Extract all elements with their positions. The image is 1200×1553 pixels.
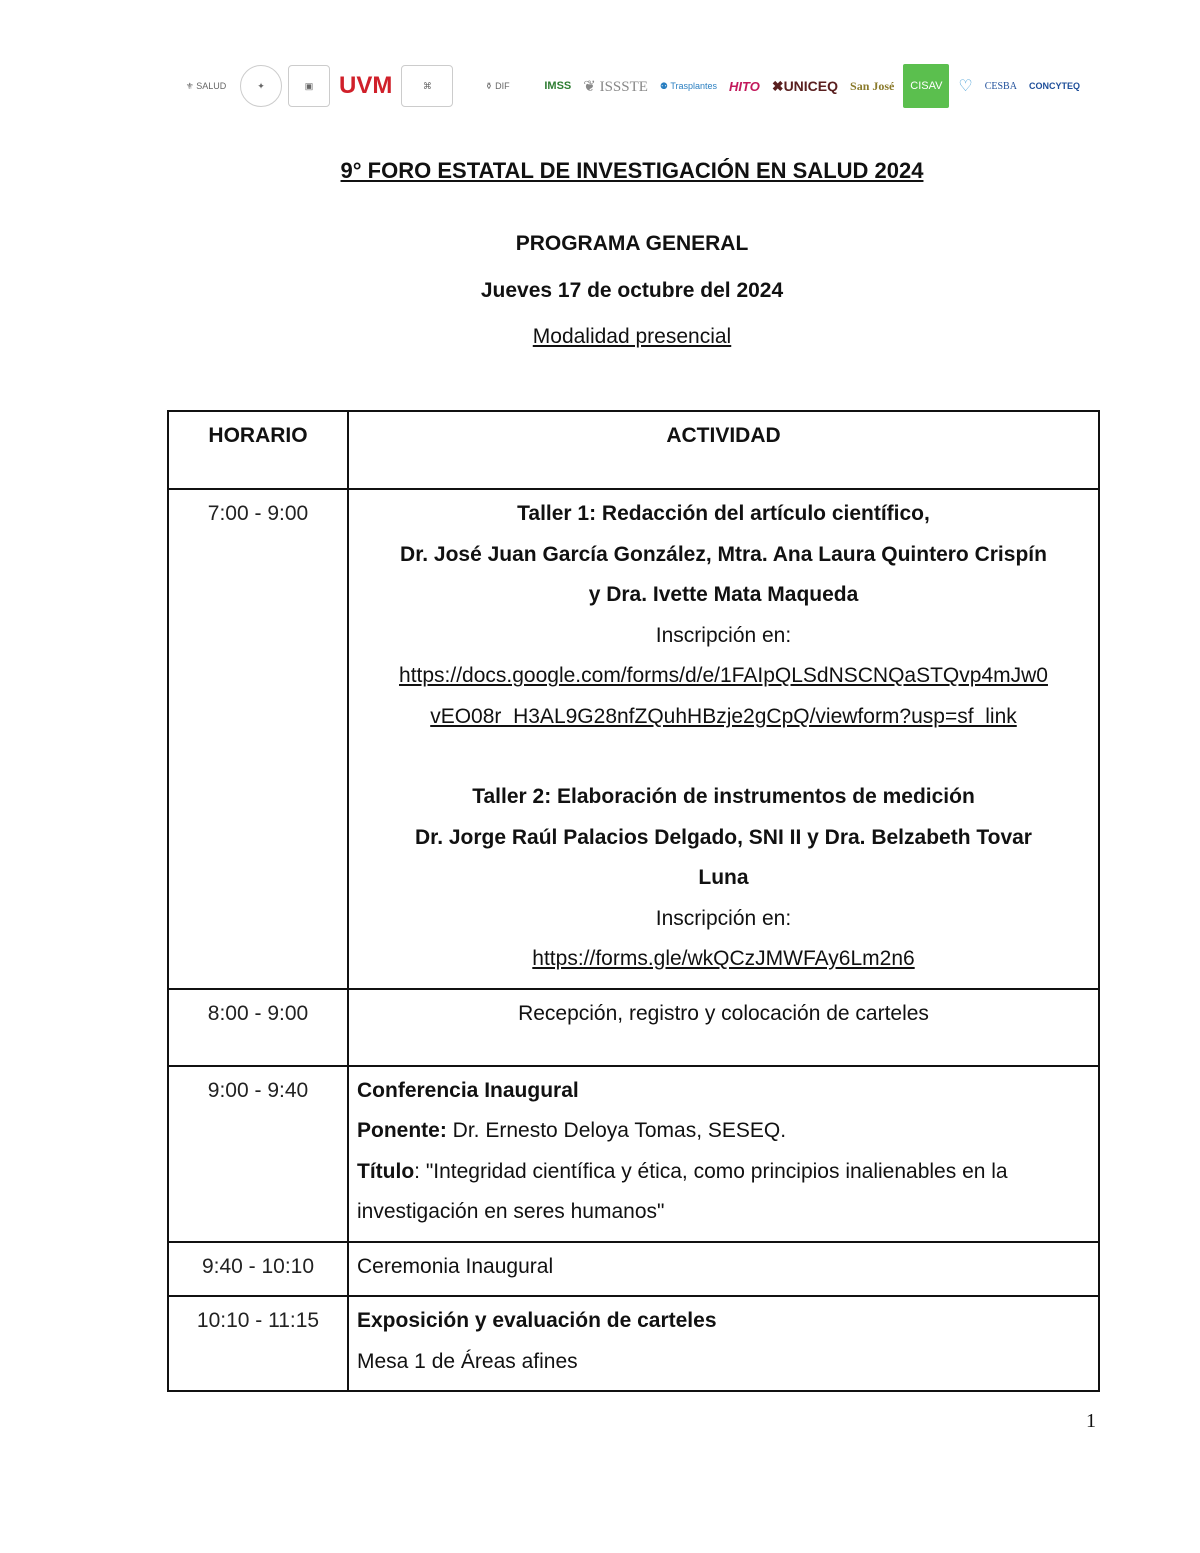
logo-unam: ▣ [288, 65, 330, 107]
activity-cell: Ceremonia Inaugural [348, 1242, 1099, 1297]
time-cell: 7:00 - 9:00 [168, 489, 348, 989]
table-row [168, 1242, 1099, 1297]
taller1-registration-label: Inscripción en: [655, 623, 792, 647]
taller2-registration-label: Inscripción en: [655, 906, 792, 930]
logo-dif: ⚱ DIF [485, 80, 510, 91]
logo-hito: HITO [729, 78, 760, 94]
schedule-table [167, 410, 1100, 1392]
page-number: 1 [1086, 1410, 1096, 1432]
activity-cell: Recepción, registro y colocación de carteles [348, 989, 1099, 1066]
table-row [168, 989, 1099, 1066]
event-modality: Modalidad presencial [532, 325, 732, 348]
activity-cell [348, 489, 1099, 989]
speaker-name: Dr. Ernesto Deloya Tomas, SESEQ. [446, 1119, 787, 1142]
time-cell: 8:00 - 9:00 [168, 989, 348, 1066]
taller1-speakers-cont: y Dra. Ivette Mata Maqueda [588, 583, 859, 606]
taller1-title: Taller 1: Redacción del artículo científico, [517, 502, 930, 525]
exhibition-title: Exposición y evaluación de carteles [357, 1309, 717, 1332]
time-cell: 9:00 - 9:40 [168, 1066, 348, 1242]
time-cell: 10:10 - 11:15 [168, 1296, 348, 1391]
conference-title: Conferencia Inaugural [357, 1078, 579, 1102]
topic-text: : "Integridad científica y ética, como principios inalienables en la investigación en seres humanos" [357, 1159, 1008, 1223]
taller1-link[interactable]: https://docs.google.com/forms/d/e/1FAIpQLSdNSCNQaSTQvp4mJw0 [399, 664, 1048, 687]
logo-arista: ♡ [958, 78, 973, 95]
logo-secretaria-salud: ⚜ SALUD [185, 80, 227, 91]
activity-cell [348, 1066, 1099, 1242]
taller2-link[interactable]: https://forms.gle/wkQCzJMWFAy6Lm2n6 [532, 947, 915, 970]
logo-issste: ❦ ISSSTE [583, 78, 648, 95]
table-row [168, 489, 1099, 989]
time-cell: 9:40 - 10:10 [168, 1242, 348, 1297]
taller1-speakers: Dr. José Juan García González, Mtra. Ana Laura Quintero Crispín [400, 542, 1047, 566]
activity-cell [348, 1296, 1099, 1391]
logo-san-jose: San José [850, 78, 895, 93]
logo-trasplantes: ⚉ Trasplantes [659, 80, 718, 91]
logo-cesba: CESBA [984, 80, 1017, 92]
taller1-link-cont[interactable]: vEO08r_H3AL9G28nfZQuhHBzje2gCpQ/viewform?usp=sf_link [430, 704, 1017, 728]
program-subtitle: PROGRAMA GENERAL [515, 232, 749, 255]
sponsor-logos [178, 58, 1096, 114]
table-row [168, 1296, 1099, 1391]
logo-imss: IMSS [544, 80, 572, 92]
speaker-label: Ponente: [357, 1119, 447, 1142]
logo-concyteq: CONCYTEQ [1028, 81, 1080, 91]
table-header-row [168, 411, 1099, 489]
page-title: 9° FORO ESTATAL DE INVESTIGACIÓN EN SALUD 2024 [340, 158, 924, 183]
logo-uaq: ✦ [240, 65, 282, 107]
logo-cisav: CISAV [903, 64, 949, 108]
taller2-speakers: Dr. Jorge Raúl Palacios Delgado, SNI II y Dra. Belzabeth Tovar [415, 825, 1032, 849]
logo-uniceq: ✖UNICEQ [771, 77, 839, 94]
table-row [168, 1066, 1099, 1242]
logo-uvm: UVM [339, 72, 393, 99]
exhibition-detail: Mesa 1 de Áreas afines [357, 1349, 578, 1373]
topic-label: Título [357, 1159, 415, 1183]
taller2-speakers-cont: Luna [698, 866, 749, 889]
logo-escudo: ⌘ [401, 65, 453, 107]
header-horario: HORARIO [168, 411, 348, 489]
taller2-title: Taller 2: Elaboración de instrumentos de medición [472, 785, 975, 808]
event-date: Jueves 17 de octubre del 2024 [480, 279, 784, 302]
header-actividad: ACTIVIDAD [348, 411, 1099, 489]
